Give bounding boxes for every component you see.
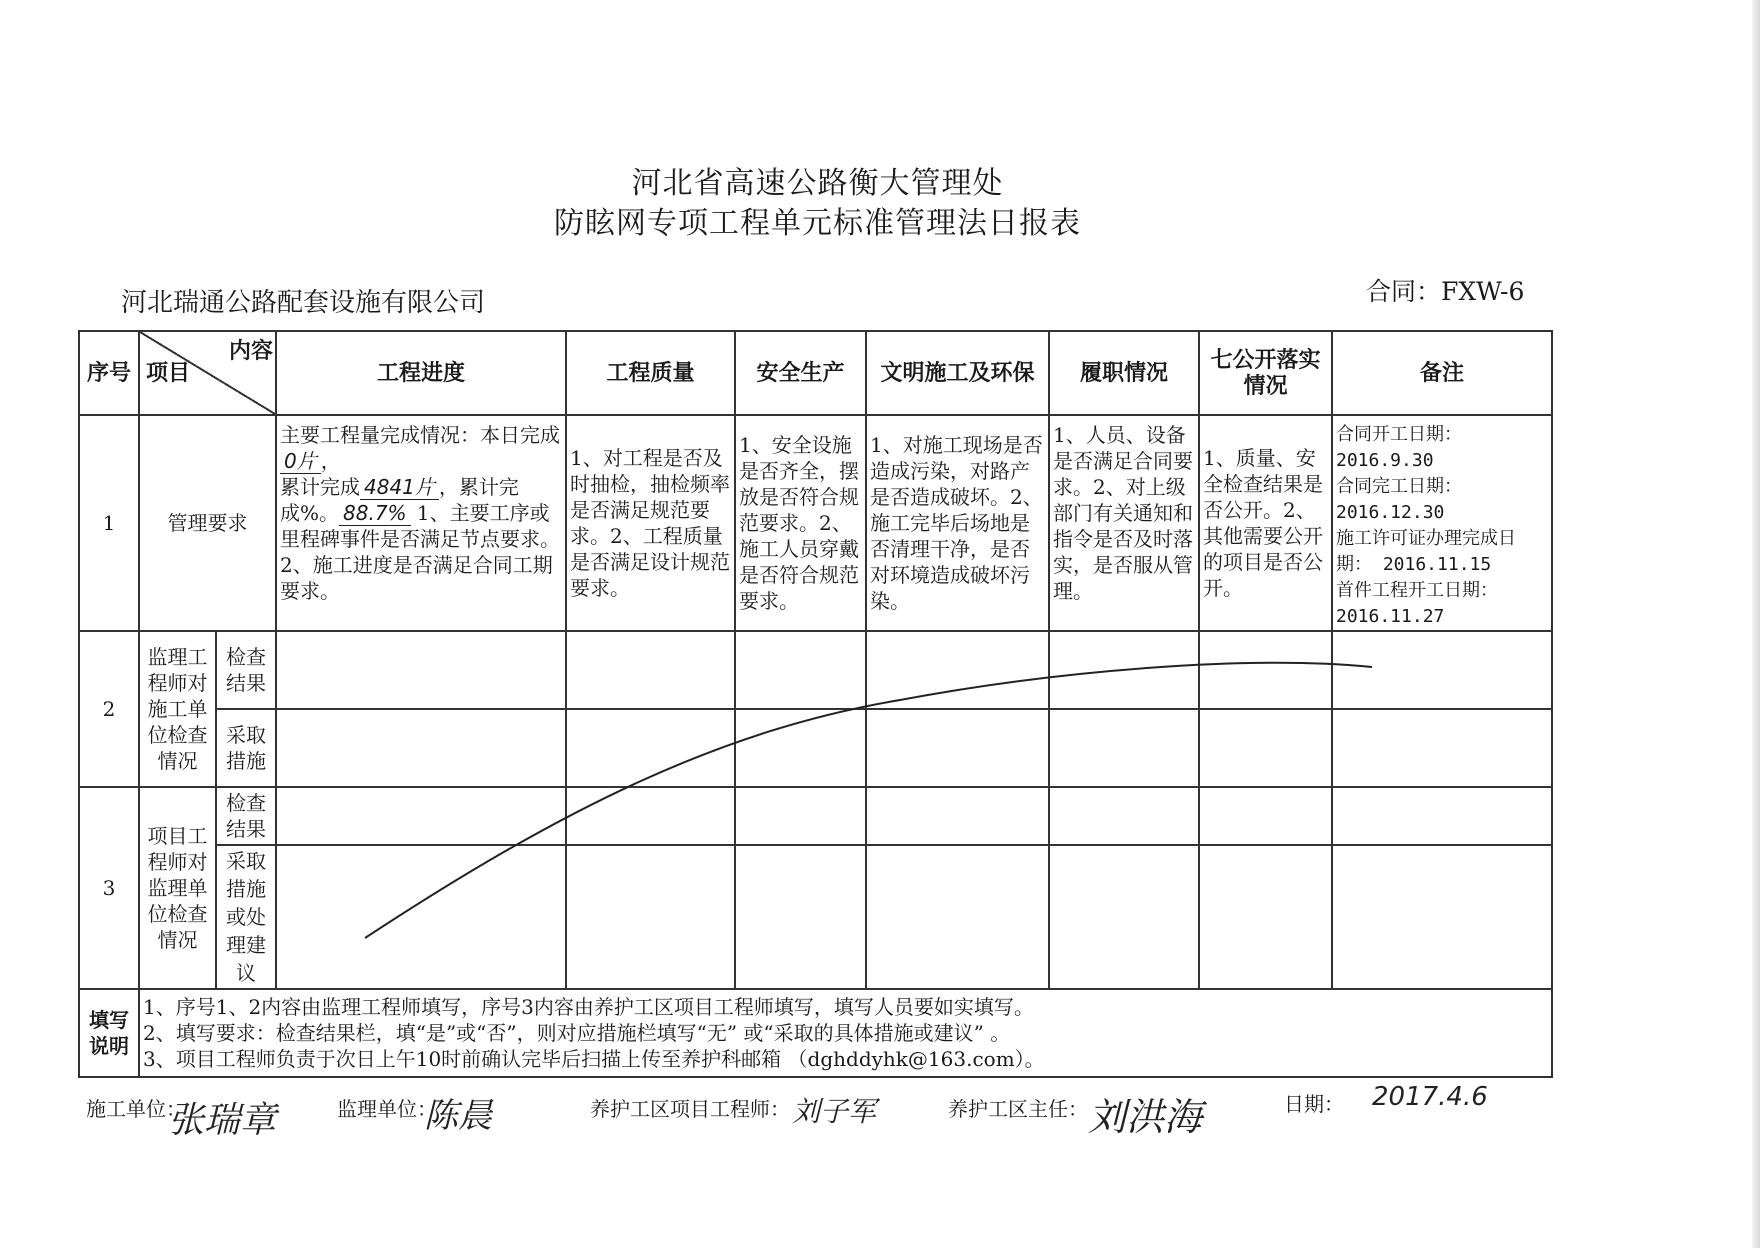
remark-line: 2016.11.27 (1336, 606, 1445, 627)
empty-cell (276, 787, 566, 845)
title-report: 防眩网专项工程单元标准管理法日报表 (554, 206, 1081, 241)
cell-duty: 1、人员、设备是否满足合同要求。2、对上级部门有关通知和指令是否及时落实，是否服从管理。 (1049, 415, 1199, 631)
empty-cell (276, 631, 566, 709)
engineer-label: 养护工区项目工程师： (590, 1097, 790, 1121)
date-value: 2017.4.6 (1372, 1082, 1488, 1112)
daily-value: 0片 (280, 449, 321, 474)
empty-cell (1332, 787, 1552, 845)
director-label: 养护工区主任： (948, 1097, 1088, 1121)
cumulative-value: 4841片 (360, 475, 439, 500)
row-engineer-check (79, 787, 1552, 845)
progress-text-3: 累计完成 (280, 475, 360, 499)
header-item-content (139, 331, 276, 415)
row-engineer-measure (79, 845, 1552, 989)
empty-cell (866, 631, 1049, 709)
empty-cell (276, 709, 566, 787)
header-safety: 安全生产 (735, 331, 866, 415)
remark-line: 合同开工日期： (1336, 424, 1462, 445)
contract-number: 合同：FXW-6 (1366, 277, 1525, 306)
empty-cell (566, 845, 735, 989)
row2-label: 监理工程师对施工单位检查情况 (139, 631, 216, 787)
cell-civil: 1、对施工现场是否造成污染，对路产是否造成破坏。2、施工完毕后场地是否清理干净，是否对环境造成破坏污染。 (866, 415, 1049, 631)
empty-cell (1332, 845, 1552, 989)
row2-measure-label: 采取措施 (216, 709, 276, 787)
empty-cell (276, 845, 566, 989)
engineer-signature: 刘子军 (792, 1095, 877, 1128)
empty-cell (735, 787, 866, 845)
empty-cell (1332, 631, 1552, 709)
empty-cell (1049, 845, 1199, 989)
empty-cell (1049, 631, 1199, 709)
construction-unit-label: 施工单位： (86, 1097, 186, 1121)
percent-value: 88.7% (339, 501, 411, 526)
row1-label: 管理要求 (139, 415, 276, 631)
progress-text-5: 1、主要工序或里程碑事件是否满足节点要求。 2、施工进度是否满足合同工期要求。 (280, 501, 560, 603)
note-line: 3、项目工程师负责于次日上午10时前确认完毕后扫描上传至养护科邮箱 （dghddyhk@163.com）。 (143, 1047, 1045, 1071)
cell-progress (276, 415, 566, 631)
header-content: 内容 (228, 338, 273, 364)
progress-text-1: 主要工程量完成情况：本日完成 (280, 423, 560, 447)
empty-cell (1199, 845, 1332, 989)
empty-cell (1049, 787, 1199, 845)
note-line: 2、填写要求：检查结果栏，填“是”或“否”，则对应措施栏填写“无” 或“采取的具体措施或建议” 。 (143, 1021, 1011, 1045)
row1-seq: 1 (79, 415, 139, 631)
header-item: 项目 (146, 360, 191, 386)
empty-cell (566, 709, 735, 787)
empty-cell (566, 631, 735, 709)
empty-cell (1199, 787, 1332, 845)
header-remarks: 备注 (1332, 331, 1552, 415)
note-line: 1、序号1、2内容由监理工程师填写，序号3内容由养护工区项目工程师填写，填写人员要如实填写。 (143, 995, 1034, 1019)
empty-cell (735, 845, 866, 989)
row3-measure-label: 采取措施或处理建议 (216, 845, 276, 989)
row2-seq: 2 (79, 631, 139, 787)
row3-check-label: 检查结果 (216, 787, 276, 845)
date-label: 日期： (1284, 1092, 1344, 1116)
row3-seq: 3 (79, 787, 139, 989)
empty-cell (1049, 709, 1199, 787)
header-civil: 文明施工及环保 (866, 331, 1049, 415)
header-seq: 序号 (79, 331, 139, 415)
remark-line: 施工许可证办理完成日期： 2016.11.15 (1336, 528, 1516, 575)
scan-edge (1752, 0, 1760, 1248)
empty-cell (735, 631, 866, 709)
header-progress: 工程进度 (276, 331, 566, 415)
remark-line: 首件工程开工日期： (1336, 580, 1498, 601)
empty-cell (735, 709, 866, 787)
empty-cell (866, 845, 1049, 989)
empty-cell (866, 787, 1049, 845)
company-name: 河北瑞通公路配套设施有限公司 (121, 288, 486, 318)
row-management (79, 415, 1552, 631)
row2-check-label: 检查结果 (216, 631, 276, 709)
row-supervisor-measure (79, 709, 1552, 787)
empty-cell (866, 709, 1049, 787)
cell-remarks (1332, 415, 1552, 631)
report-table (78, 330, 1553, 1078)
header-row (79, 331, 1552, 415)
empty-cell (1332, 709, 1552, 787)
notes-row (79, 989, 1552, 1077)
director-signature: 刘洪海 (1088, 1095, 1203, 1139)
row-supervisor-check (79, 631, 1552, 709)
remark-line: 2016.12.30 (1336, 502, 1445, 523)
notes-label: 填写说明 (79, 989, 139, 1077)
empty-cell (1199, 709, 1332, 787)
row3-label: 项目工程师对监理单位检查情况 (139, 787, 216, 989)
cell-quality: 1、对工程是否及时抽检，抽检频率是否满足规范要求。2、工程质量是否满足设计规范要求。 (566, 415, 735, 631)
header-duty: 履职情况 (1049, 331, 1199, 415)
remark-line: 合同完工日期： (1336, 476, 1462, 497)
remark-line: 2016.9.30 (1336, 450, 1434, 471)
supervision-signature: 陈晨 (424, 1096, 492, 1136)
empty-cell (1199, 631, 1332, 709)
construction-signature: 张瑞章 (168, 1100, 277, 1141)
notes-content (139, 989, 1552, 1077)
cell-seven: 1、质量、安全检查结果是否公开。2、其他需要公开的项目是否公开。 (1199, 415, 1332, 631)
header-quality: 工程质量 (566, 331, 735, 415)
header-seven: 七公开落实情况 (1199, 331, 1332, 415)
cell-safety: 1、安全设施是否齐全，摆放是否符合规范要求。2、施工人员穿戴是否符合规范要求。 (735, 415, 866, 631)
progress-text-4: ，累计完成%。 (280, 475, 519, 525)
progress-text-2: ， (320, 449, 341, 473)
title-organization: 河北省高速公路衡大管理处 (631, 166, 1004, 201)
empty-cell (566, 787, 735, 845)
supervision-unit-label: 监理单位： (337, 1097, 437, 1121)
